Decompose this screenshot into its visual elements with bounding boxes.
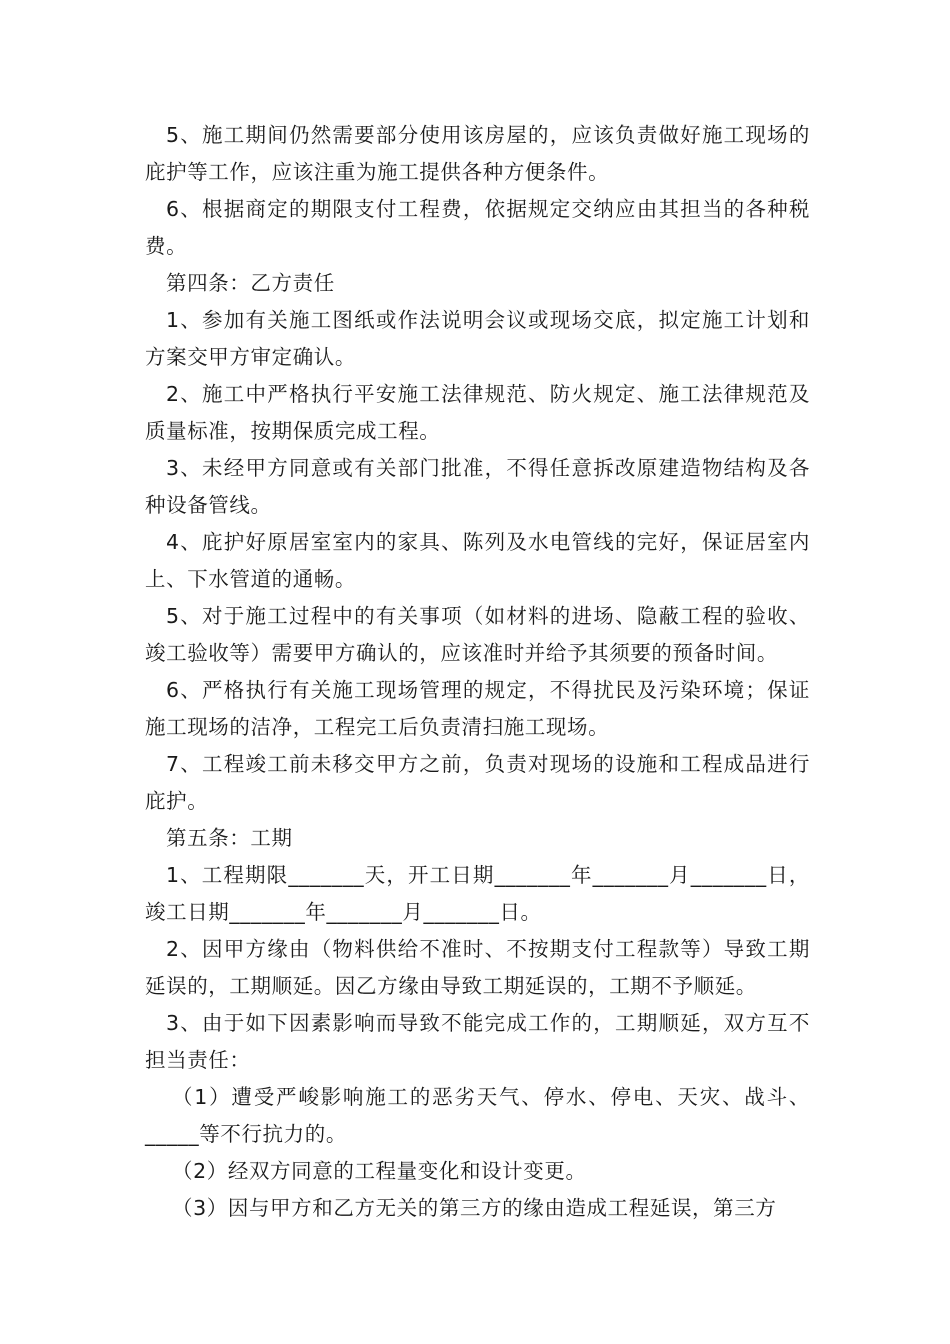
sub-clause-paragraph: （2）经双方同意的工程量变化和设计变更。 bbox=[172, 1159, 587, 1183]
clause-paragraph: 5、施工期间仍然需要部分使用该房屋的，应该负责做好施工现场的庇护等工作，应该注重为施工提供各种方便条件。 bbox=[145, 123, 810, 184]
section-heading: 第五条：工期 bbox=[166, 826, 293, 850]
clause-paragraph: 6、严格执行有关施工现场管理的规定，不得扰民及污染环境；保证施工现场的洁净，工程完工后负责清扫施工现场。 bbox=[145, 678, 810, 739]
clause-paragraph: 1、工程期限_______天，开工日期_______年_______月_______日，竣工日期_______年_______月_______日。 bbox=[145, 863, 810, 924]
clause-paragraph: 2、施工中严格执行平安施工法律规范、防火规定、施工法律规范及质量标准，按期保质完成工程。 bbox=[145, 382, 810, 443]
sub-clause-paragraph: （3）因与甲方和乙方无关的第三方的缘由造成工程延误，第三方 bbox=[172, 1196, 777, 1220]
clause-paragraph: 7、工程竣工前未移交甲方之前，负责对现场的设施和工程成品进行庇护。 bbox=[145, 752, 810, 813]
clause-paragraph: 3、未经甲方同意或有关部门批准，不得任意拆改原建造物结构及各种设备管线。 bbox=[145, 456, 810, 517]
clause-paragraph: 2、因甲方缘由（物料供给不准时、不按期支付工程款等）导致工期延误的，工期顺延。因乙方缘由导致工期延误的，工期不予顺延。 bbox=[145, 937, 810, 998]
clause-paragraph: 1、参加有关施工图纸或作法说明会议或现场交底，拟定施工计划和方案交甲方审定确认。 bbox=[145, 308, 810, 369]
clause-paragraph: 3、由于如下因素影响而导致不能完成工作的，工期顺延，双方互不担当责任： bbox=[145, 1011, 810, 1072]
sub-clause-paragraph: （1）遭受严峻影响施工的恶劣天气、停水、停电、天灾、战斗、_____等不行抗力的。 bbox=[145, 1085, 810, 1146]
contract-body bbox=[145, 117, 810, 1227]
clause-paragraph: 4、庇护好原居室室内的家具、陈列及水电管线的完好，保证居室内上、下水管道的通畅。 bbox=[145, 530, 810, 591]
clause-paragraph: 5、对于施工过程中的有关事项（如材料的进场、隐蔽工程的验收、竣工验收等）需要甲方确认的，应该准时并给予其须要的预备时间。 bbox=[145, 604, 810, 665]
section-heading: 第四条：乙方责任 bbox=[166, 271, 335, 295]
clause-paragraph: 6、根据商定的期限支付工程费，依据规定交纳应由其担当的各种税费。 bbox=[145, 197, 810, 258]
